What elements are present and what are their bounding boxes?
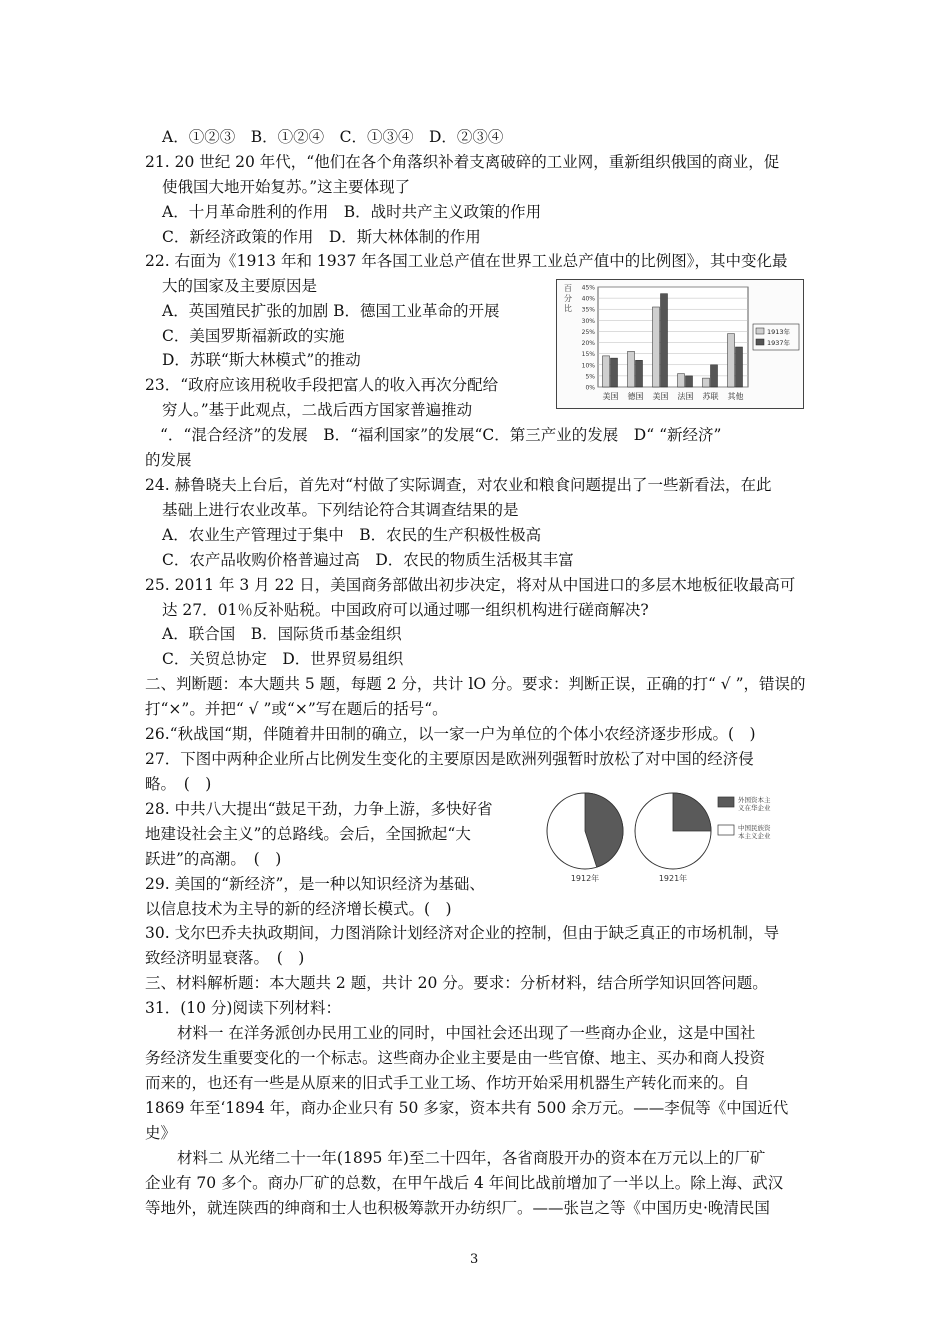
q24-option-ab: A．农业生产管理过于集中 B．农民的生产积极性极高	[162, 526, 542, 544]
x-tick-label: 苏联	[702, 392, 719, 401]
q21-option-cd: C．新经济政策的作用 D．斯大林体制的作用	[162, 228, 481, 246]
section-2-heading: 二、判断题：本大题共 5 题，每题 2 分，共计 lO 分。要求：判断正误，正确的打“ √ ”，错误的	[145, 675, 806, 693]
x-tick-label: 法国	[677, 392, 694, 401]
q20-options: A．①②③ B．①②④ C．①③④ D．②③④	[162, 128, 504, 146]
y-tick-label: 20%	[581, 340, 595, 348]
bar-1937年-5	[736, 347, 743, 387]
material-1: 材料一 在洋务派创办民用工业的同时，中国社会还出现了一些商办企业，这是中国社	[177, 1024, 756, 1042]
pie-legend-label-line1: 中国民族资	[738, 824, 771, 832]
material-1-cont3: 1869 年至‘1894 年，商办企业只有 50 多家，资本共有 500 余万元。——李侃等《中国近代	[145, 1099, 789, 1117]
pie-year-label: 1921年	[658, 874, 688, 883]
q25-stem-cont: 达 27．01％反补贴税。中国政府可以通过哪一组织机构进行磋商解决?	[162, 601, 649, 619]
pie-legend-swatch	[718, 797, 734, 807]
q24-stem-cont: 基础上进行农业改革。下列结论符合其调查结果的是	[162, 501, 519, 519]
pie-legend-label-line2: 义在华企业	[738, 804, 771, 812]
q22-stem: 22. 右面为《1913 年和 1937 年各国工业总产值在世界工业总产值中的比例图》，其中变化最	[145, 252, 788, 270]
material-2: 材料二 从光绪二十一年(1895 年)至二十四年，各省商股开办的资本在万元以上的厂矿	[177, 1149, 766, 1167]
y-tick-label: 40%	[581, 295, 595, 303]
industrial-output-bar-chart	[556, 279, 804, 409]
pie-legend-label-line1: 外国资本主	[738, 796, 771, 804]
page-number: 3	[470, 1252, 479, 1267]
bar-1913年-4	[703, 378, 710, 387]
section-2-heading-cont: 打“×”。并把“ √ ”或“×”写在题后的括号“。	[145, 700, 448, 718]
bar-1937年-0	[611, 358, 618, 387]
legend-swatch	[756, 339, 764, 345]
legend-label: 1913年	[767, 328, 791, 336]
bar-1937年-2	[661, 294, 668, 387]
material-2-cont: 企业有 70 多个。商办厂矿的总数，在甲午战后 4 年间比战前增加了一半以上。除上海、武汉	[145, 1174, 784, 1192]
q24-stem: 24. 赫鲁晓夫上台后，首先对“村做了实际调查，对农业和粮食问题提出了一些新看法，在此	[145, 476, 772, 494]
y-tick-label: 25%	[581, 328, 595, 336]
q28: 28. 中共八大提出“鼓足干劲，力争上游，多快好省	[145, 800, 493, 818]
x-tick-label: 美国	[602, 392, 619, 401]
bar-1937年-3	[686, 376, 693, 387]
y-axis-label-part1: 百	[564, 284, 572, 293]
q26: 26.“秋战国“期，伴随着井田制的确立，以一家一户为单位的个体小农经济逐步形成。( )	[145, 725, 756, 743]
q22-option-c: C．美国罗斯福新政的实施	[162, 327, 345, 345]
y-axis-label-part3: 比	[564, 304, 572, 313]
legend-label: 1937年	[767, 339, 791, 347]
q25-stem: 25. 2011 年 3 月 22 日，美国商务部做出初步决定，将对从中国进口的多层木地板征收最高可	[145, 576, 796, 594]
bar-1913年-2	[653, 307, 660, 387]
bar-1937年-1	[636, 360, 643, 387]
q21-stem-cont: 使俄国大地开始复苏。”这主要体现了	[162, 178, 411, 196]
q29: 29. 美国的“新经济”，是一种以知识经济为基础、	[145, 875, 485, 893]
pie-legend-swatch	[718, 825, 734, 835]
q27-cont: 略。 ( )	[145, 775, 212, 793]
material-1-cont: 务经济发生重要变化的一个标志。这些商办企业主要是由一些官僚、地主、买办和商人投资	[145, 1049, 766, 1067]
x-tick-label: 美国	[652, 392, 669, 401]
bar-1913年-0	[603, 356, 610, 387]
bar-1913年-5	[728, 334, 735, 387]
enterprise-share-pie-charts	[540, 787, 806, 887]
x-tick-label: 德国	[627, 392, 644, 401]
plot-area	[598, 287, 748, 387]
q30-cont: 致经济明显衰落。 ( )	[145, 949, 305, 967]
q24-option-cd: C．农产品收购价格普遍过高 D．农民的物质生活极其丰富	[162, 551, 574, 569]
y-tick-label: 30%	[581, 317, 595, 325]
pie-foreign-slice	[673, 793, 711, 831]
pie-year-label: 1912年	[570, 874, 600, 883]
bar-1913年-3	[678, 374, 685, 387]
y-tick-label: 15%	[581, 351, 595, 359]
q23-stem: 23．“政府应该用税收手段把富人的收入再次分配给	[145, 376, 499, 394]
pie-legend-label-line2: 本主义企业	[738, 832, 771, 840]
y-tick-label: 5%	[585, 373, 595, 381]
section-3-heading: 三、材料解析题：本大题共 2 题，共计 20 分。要求：分析材料，结合所学知识回答问题。	[145, 974, 768, 992]
y-tick-label: 10%	[581, 362, 595, 370]
q25-option-ab: A．联合国 B．国际货币基金组织	[162, 625, 402, 643]
material-2-cont2: 等地外，就连陕西的绅商和士人也积极筹款开办纺织厂。——张岂之等《中国历史·晚清民国	[145, 1199, 770, 1217]
legend-swatch	[756, 328, 764, 334]
q31-heading: 31．(10 分)阅读下列材料：	[145, 999, 341, 1017]
q30: 30. 戈尔巴乔夫执政期间，力图消除计划经济对企业的控制，但由于缺乏真正的市场机制，导	[145, 924, 780, 942]
q23-options: “．“混合经济”的发展 B．“福利国家”的发展“C．第三产业的发展 D“ “新经济”	[160, 426, 722, 444]
y-axis-label-part2: 分	[564, 294, 572, 303]
q29-cont: 以信息技术为主导的新的经济增长模式。( )	[145, 900, 452, 918]
bar-chart-svg	[556, 279, 804, 409]
q28-cont: 地建设社会主义”的总路线。会后，全国掀起“大	[145, 825, 471, 843]
q23-options-cont: 的发展	[145, 451, 192, 469]
q27: 27．下图中两种企业所占比例发生变化的主要原因是欧洲列强暂时放松了对中国的经济侵	[145, 750, 754, 768]
y-tick-label: 35%	[581, 306, 595, 314]
material-1-cont2: 而来的，也还有一些是从原来的旧式手工业工场、作坊开始采用机器生产转化而来的。自	[145, 1074, 750, 1092]
q23-stem-cont: 穷人。”基于此观点，二战后西方国家普遍推动	[162, 401, 473, 419]
q22-stem-cont: 大的国家及主要原因是	[162, 277, 318, 295]
q25-option-cd: C．关贸总协定 D．世界贸易组织	[162, 650, 404, 668]
q22-option-ab: A．英国殖民扩张的加剧 B．德国工业革命的开展	[162, 302, 500, 320]
material-1-source: 史》	[145, 1124, 177, 1142]
q28-cont2: 跃进”的高潮。 ( )	[145, 850, 282, 868]
bar-1913年-1	[628, 351, 635, 387]
q22-option-d: D．苏联“斯大林模式”的推动	[162, 351, 361, 369]
q21-option-ab: A．十月革命胜利的作用 B．战时共产主义政策的作用	[162, 203, 542, 221]
x-tick-label: 其他	[727, 392, 744, 401]
pie-chart-svg	[540, 787, 806, 887]
y-tick-label: 0%	[585, 384, 595, 392]
y-tick-label: 45%	[581, 284, 595, 292]
q21-stem: 21. 20 世纪 20 年代，“他们在各个角落织补着支离破碎的工业网，重新组织俄国的商业，促	[145, 153, 780, 171]
bar-1937年-4	[711, 365, 718, 387]
